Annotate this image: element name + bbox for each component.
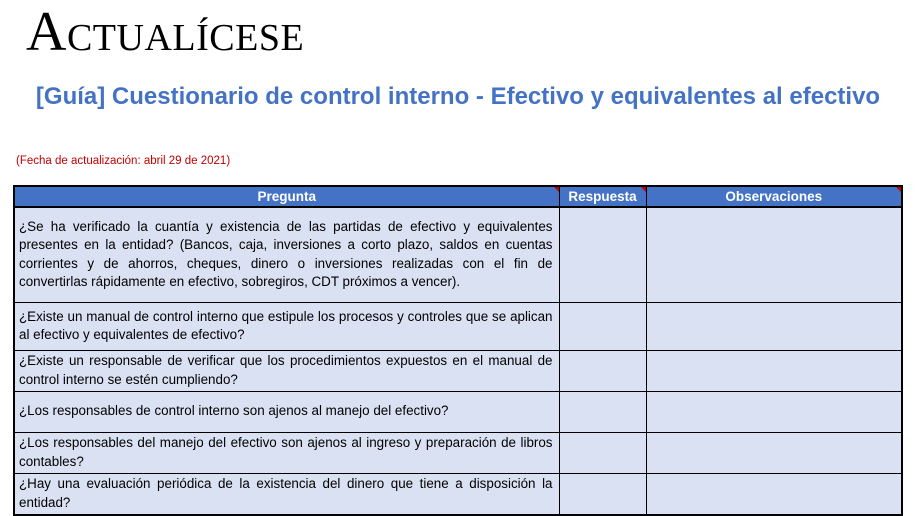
questionnaire-table	[13, 185, 903, 516]
column-label: Observaciones	[725, 189, 823, 204]
question-cell: ¿Existe un manual de control interno que estipule los procesos y controles que se aplican al efectivo y equivalentes de efectivo?	[14, 302, 559, 350]
notes-cell[interactable]	[646, 207, 902, 302]
question-cell: ¿Se ha verificado la cuantía y existencia de las partidas de efectivo y equivalentes presentes en la entidad? (Bancos, caja, inversiones a corto plazo, saldos en cuentas corrientes y de ahorros, cheques, dinero o inversiones realizadas con el fin de convertirlas rápidamente en efectivo, sobregiros, CDT próximos a vencer).	[14, 207, 559, 302]
notes-cell[interactable]	[646, 350, 902, 391]
table-row	[14, 432, 902, 473]
answer-cell[interactable]	[559, 473, 646, 515]
answer-cell[interactable]	[559, 302, 646, 350]
logo-rest: CTUALÍCESE	[66, 17, 305, 59]
column-label: Pregunta	[257, 189, 316, 204]
answer-cell[interactable]	[559, 207, 646, 302]
question-cell: ¿Los responsables del manejo del efectivo son ajenos al ingreso y preparación de libros contables?	[14, 432, 559, 473]
update-date: (Fecha de actualización: abril 29 de 2021)	[16, 155, 231, 167]
table-row	[14, 350, 902, 391]
question-cell: ¿Hay una evaluación periódica de la existencia del dinero que tiene a disposición la entidad?	[14, 473, 559, 515]
logo-initial: A	[26, 1, 67, 63]
comment-indicator-icon[interactable]	[641, 187, 646, 192]
comment-indicator-icon[interactable]	[896, 187, 901, 192]
column-header-observaciones	[646, 186, 902, 207]
answer-cell[interactable]	[559, 432, 646, 473]
page-title: [Guía] Cuestionario de control interno - Efectivo y equivalentes al efectivo	[35, 83, 881, 110]
question-cell: ¿Existe un responsable de verificar que los procedimientos expuestos en el manual de control interno se estén cumpliendo?	[14, 350, 559, 391]
column-header-pregunta	[14, 186, 559, 207]
table-header-row	[14, 186, 902, 207]
answer-cell[interactable]	[559, 350, 646, 391]
table-row	[14, 391, 902, 432]
table-row	[14, 207, 902, 302]
answer-cell[interactable]	[559, 391, 646, 432]
notes-cell[interactable]	[646, 302, 902, 350]
actualicese-logo	[26, 1, 305, 63]
column-label: Respuesta	[568, 189, 637, 204]
notes-cell[interactable]	[646, 473, 902, 515]
question-cell: ¿Los responsables de control interno son ajenos al manejo del efectivo?	[14, 391, 559, 432]
notes-cell[interactable]	[646, 391, 902, 432]
column-header-respuesta	[559, 186, 646, 207]
table-row	[14, 302, 902, 350]
comment-indicator-icon[interactable]	[554, 187, 559, 192]
table-row	[14, 473, 902, 515]
notes-cell[interactable]	[646, 432, 902, 473]
